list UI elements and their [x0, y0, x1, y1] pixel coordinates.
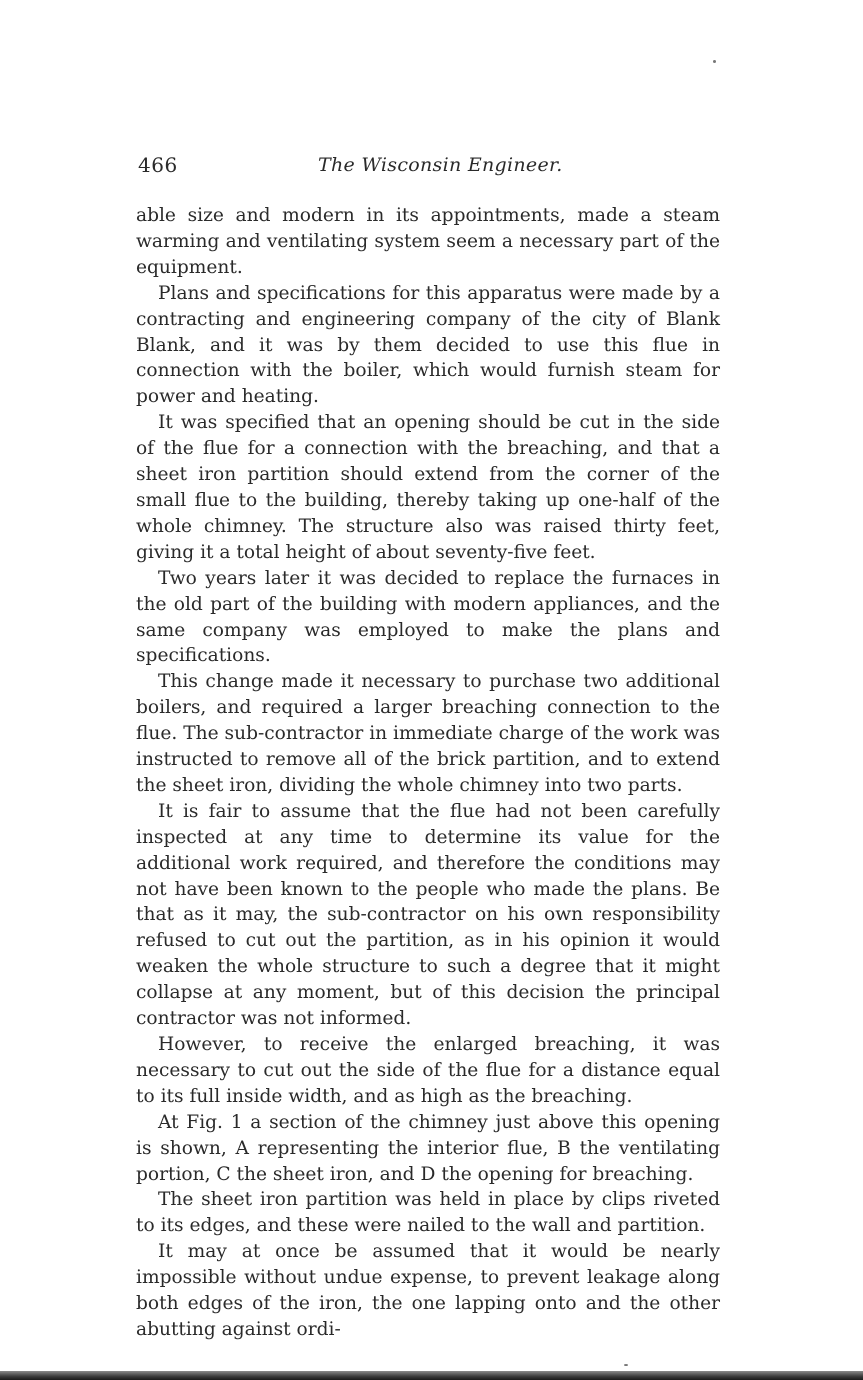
scan-speck	[713, 60, 716, 63]
paragraph-1: able size and modern in its appointments, made a steam warming and ventilating system seem a necessary part of the equipment.	[136, 205, 720, 278]
paragraph-8: At Fig. 1 a section of the chimney just above this opening is shown, A representing the interior flue, B the ventilating portion, C the sheet iron, and D the opening for breaching.	[136, 1111, 720, 1185]
paragraph-6: It is fair to assume that the flue had not been carefully inspected at any time to determine its value for the additional work required, and therefore the conditions may not have been known to the people who made the plans. Be that as it may, the sub-contractor on his own responsibility refused to cut out the partition, as in his opinion it would weaken the whole structure to such a degree that it might collapse at any moment, but of this decision the principal contractor was not informed.	[136, 800, 720, 1030]
paragraph-4: Two years later it was decided to replace the furnaces in the old part of the building with modern appliances, and the same company was employed to make the plans and specifications.	[136, 567, 720, 667]
paragraph-3: It was specified that an opening should be cut in the side of the flue for a connection with the breaching, and that a sheet iron partition should extend from the corner of the small flue to the building, thereby taking up one-half of the whole chimney. The structure also was raised thirty feet, giving it a total height of about seventy-five feet.	[136, 412, 720, 563]
paragraph-5: This change made it necessary to purchase two additional boilers, and required a larger breaching connection to the flue. The sub-contractor in immediate charge of the work was instructed to remove all of the brick partition, and to extend the sheet iron, dividing the whole chimney into two parts.	[136, 671, 720, 796]
scan-edge-shadow	[0, 1371, 863, 1380]
paragraph-10: It may at once be assumed that it would be nearly impossible without undue expense, to prevent leakage along both edges of the iron, the one lapping onto and the other abutting against ordi-	[136, 1241, 720, 1340]
article-body	[136, 203, 720, 1343]
page-number: 466	[138, 153, 178, 177]
paragraph-9: The sheet iron partition was held in place by clips riveted to its edges, and these were nailed to the wall and partition.	[136, 1189, 720, 1237]
paragraph-7: However, to receive the enlarged breaching, it was necessary to cut out the side of the flue for a distance equal to its full inside width, and as high as the breaching.	[136, 1034, 720, 1107]
scan-speck	[624, 1364, 628, 1366]
running-title: The Wisconsin Engineer.	[318, 154, 563, 176]
paragraph-2: Plans and specifications for this apparatus were made by a contracting and engineering company of the city of Blank Blank, and it was by them decided to use this flue in connection with the boiler, which would furnish steam for power and heating.	[136, 282, 720, 408]
